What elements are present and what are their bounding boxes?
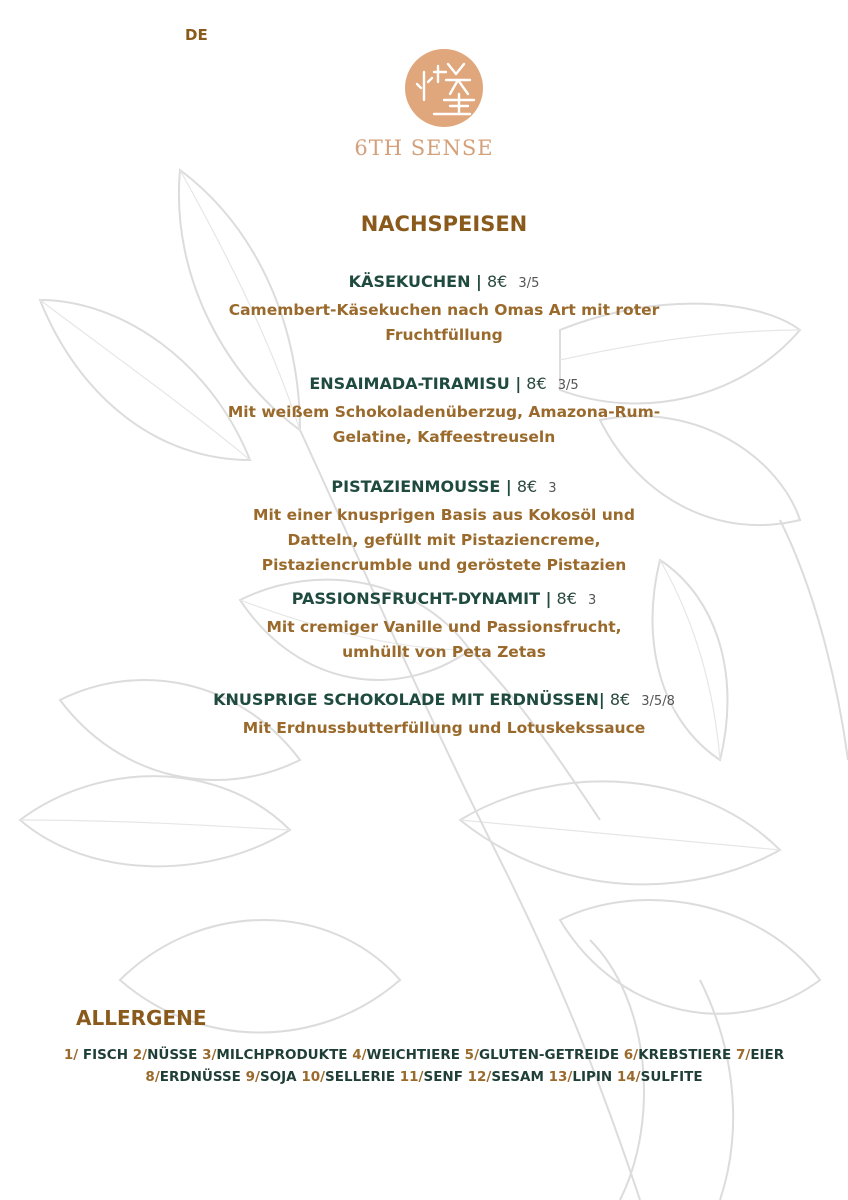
allergens-line xyxy=(0,1044,848,1066)
allergen-number: 5/ xyxy=(464,1047,479,1063)
allergens-list xyxy=(0,1044,848,1088)
allergen-number: 9/ xyxy=(245,1069,260,1085)
allergen-name: ERDNÜSSE xyxy=(159,1069,241,1085)
allergen-name: EIER xyxy=(750,1047,785,1063)
dish-description-line: Pistaziencrumble und geröstete Pistazien xyxy=(261,556,627,574)
dish-price: 8€ xyxy=(526,374,547,393)
dish-description-line: Datteln, gefüllt mit Pistaziencreme, xyxy=(287,531,601,549)
dish-allergen-codes: 3 xyxy=(548,481,557,496)
allergen-name: FISCH xyxy=(82,1047,129,1063)
allergen-number: 11/ xyxy=(399,1069,424,1085)
dish-allergen-codes: 3 xyxy=(587,593,597,608)
dish-name: PASSIONSFRUCHT-DYNAMIT | xyxy=(291,589,552,608)
allergen-number: 1/ xyxy=(63,1047,79,1063)
dish-name: KÄSEKUCHEN | xyxy=(348,272,482,291)
allergen-number: 13/ xyxy=(548,1069,573,1085)
dish-item xyxy=(0,689,848,741)
dish-description-line: Gelatine, Kaffeestreuseln xyxy=(332,428,556,446)
allergen-number: 6/ xyxy=(623,1047,639,1063)
dish-description-line: umhüllt von Peta Zetas xyxy=(342,643,546,661)
dish-allergen-codes: 3/5/8 xyxy=(641,694,675,709)
allergen-number: 10/ xyxy=(301,1069,326,1085)
allergen-name: WEICHTIERE xyxy=(366,1047,460,1063)
allergen-number: 8/ xyxy=(145,1069,160,1085)
dish-allergen-codes: 3/5 xyxy=(557,378,579,393)
allergen-name: SESAM xyxy=(491,1069,544,1085)
dish-price: 8€ xyxy=(609,690,631,709)
allergen-name: KREBSTIERE xyxy=(638,1047,732,1063)
section-title: NACHSPEISEN xyxy=(360,212,528,236)
allergen-number: 12/ xyxy=(467,1069,492,1085)
dish-item xyxy=(0,271,848,348)
allergens-line xyxy=(0,1066,848,1088)
dish-item xyxy=(0,588,848,665)
dish-description-line: Camembert-Käsekuchen nach Omas Art mit roter xyxy=(228,301,660,319)
dish-name: PISTAZIENMOUSSE | xyxy=(331,477,512,496)
dish-allergen-codes: 3/5 xyxy=(518,276,540,291)
allergen-name: LIPIN xyxy=(572,1069,613,1085)
dish-name: KNUSPRIGE SCHOKOLADE MIT ERDNÜSSEN| xyxy=(213,690,605,709)
allergen-number: 2/ xyxy=(132,1047,148,1063)
allergen-name: GLUTEN-GETREIDE xyxy=(479,1047,620,1063)
dish-item xyxy=(0,476,848,578)
dish-description-line: Mit cremiger Vanille und Passionsfrucht, xyxy=(266,618,622,636)
dish-item xyxy=(0,373,848,450)
allergen-name: NÜSSE xyxy=(147,1047,198,1063)
allergen-number: 4/ xyxy=(352,1047,367,1063)
allergen-number: 14/ xyxy=(616,1069,641,1085)
dish-description-line: Mit weißem Schokoladenüberzug, Amazona-Rum- xyxy=(227,403,661,421)
dish-description-line: Fruchtfüllung xyxy=(385,326,503,344)
allergen-name: SOJA xyxy=(259,1069,297,1085)
brand-name: 6TH SENSE xyxy=(354,136,494,160)
allergen-name: MILCHPRODUKTE xyxy=(216,1047,348,1063)
dish-description-line: Mit einer knusprigen Basis aus Kokosöl und xyxy=(253,506,635,524)
dish-name: ENSAIMADA-TIRAMISU | xyxy=(309,374,522,393)
allergen-number: 3/ xyxy=(202,1047,217,1063)
dish-price: 8€ xyxy=(516,477,538,496)
allergen-number: 7/ xyxy=(735,1047,751,1063)
allergen-name: SENF xyxy=(423,1069,463,1085)
brand-logo-icon xyxy=(404,48,484,128)
dish-price: 8€ xyxy=(556,589,577,608)
dish-description-line: Mit Erdnussbutterfüllung und Lotuskekssauce xyxy=(242,719,646,737)
allergen-name: SULFITE xyxy=(640,1069,703,1085)
allergens-title: ALLERGENE xyxy=(76,1006,207,1030)
language-label[interactable]: DE xyxy=(185,26,208,44)
dish-price: 8€ xyxy=(486,272,508,291)
allergen-name: SELLERIE xyxy=(325,1069,396,1085)
